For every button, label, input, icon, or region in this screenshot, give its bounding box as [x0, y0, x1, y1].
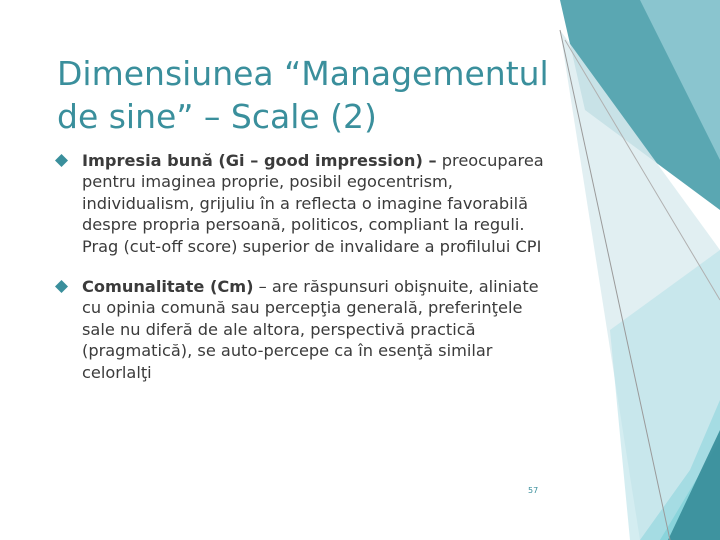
bullet-term: Impresia bună (Gi – good impression) –	[82, 151, 437, 170]
page-number: 57	[528, 486, 539, 495]
bullet-text	[82, 151, 544, 256]
bullet-list	[55, 150, 547, 402]
bullet-item-comunalitate	[55, 276, 547, 383]
diamond-icon	[55, 280, 68, 293]
bullet-text	[82, 277, 539, 382]
diamond-icon	[55, 154, 68, 167]
slide-title: Dimensiunea “Managementul de sine” – Scale (2)	[57, 54, 549, 136]
bullet-item-impresia-buna	[55, 150, 547, 257]
bullet-term: Comunalitate (Cm)	[82, 277, 254, 297]
bullet-description: – are răspunsuri obişnuite, aliniate cu opinia comună sau percepţia generală, preferinţele sale nu diferă de ale altora, perspectivă practică (pragmatică), se auto-percepe ca în esenţă similar celorlalţi	[82, 277, 539, 382]
bullet-description: preocuparea pentru imaginea proprie, posibil egocentrism, individualism, grijuliu în a reflecta o imagine favorabilă despre propria persoană, politicos, compliant la reguli. Prag (cut-off score) superior de invalidare a profilului CPI	[82, 151, 544, 256]
